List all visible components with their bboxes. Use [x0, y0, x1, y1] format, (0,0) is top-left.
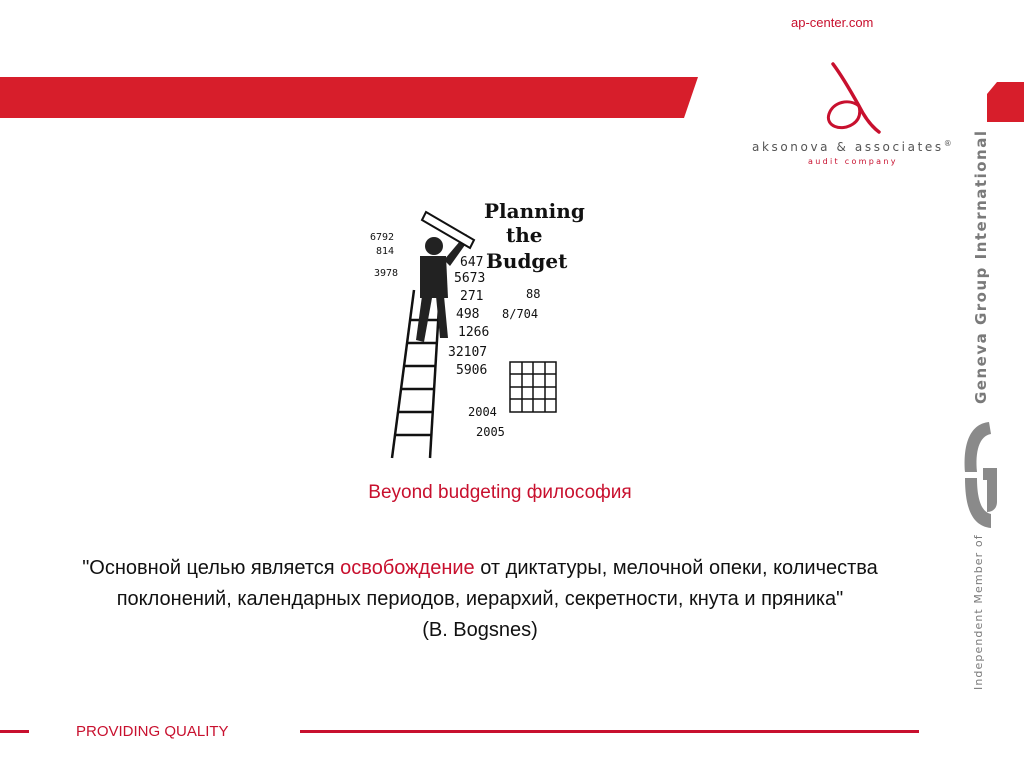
illustration-title-line: Budget: [486, 249, 568, 273]
illustration-number: 1266: [458, 325, 490, 340]
brand-name-text: aksonova & associates: [752, 140, 944, 154]
brand-subtitle: audit company: [808, 157, 898, 166]
illustration-number: 6792: [370, 232, 395, 243]
illustration-number: 498: [456, 307, 480, 322]
illustration-number: 5673: [454, 271, 486, 286]
quote-block: [70, 553, 890, 646]
quote-highlight: освобождение: [340, 557, 475, 579]
illustration-number: 5906: [456, 363, 488, 378]
ladder-icon: [392, 290, 440, 458]
registered-mark: ®: [943, 139, 955, 148]
illustration-number: 2004: [468, 405, 497, 419]
illustration-title-line: the: [506, 223, 543, 247]
geneva-group-label: Geneva Group International: [972, 129, 990, 404]
illustration-number: 2005: [476, 425, 505, 439]
aksonova-logo-icon: [815, 60, 885, 136]
site-link[interactable]: ap-center.com: [791, 15, 874, 30]
footer-tagline: PROVIDING QUALITY: [76, 723, 229, 740]
illustration-title-line: Planning: [484, 199, 585, 223]
quote-attribution: (B. Bogsnes): [422, 619, 538, 641]
chart-grid-icon: [510, 362, 556, 412]
illustration-number: 32107: [448, 345, 488, 360]
slide-subtitle: Beyond budgeting философия: [368, 482, 632, 503]
illustration-number: 3978: [374, 268, 399, 279]
illustration-number: 647: [460, 255, 484, 270]
ggi-logo-icon: [959, 416, 999, 534]
member-label: Independent Member of: [972, 534, 985, 690]
quote-text: от диктатуры, мелочной опеки, количества поклонений, календарных периодов, иерархий, секретности, кнута и пряника": [116, 557, 878, 610]
planning-budget-illustration: [362, 190, 592, 460]
illustration-number: 88: [526, 287, 541, 301]
header-red-band: [0, 77, 698, 118]
illustration-number: 814: [376, 246, 395, 257]
quote-text: "Основной целью является: [82, 557, 341, 579]
side-red-tab: [987, 82, 1024, 122]
illustration-number: 271: [460, 289, 484, 304]
brand-name: [752, 139, 954, 154]
footer-line-right: [300, 730, 919, 733]
illustration-number: 8/704: [502, 307, 539, 321]
footer-line-left: [0, 730, 29, 733]
